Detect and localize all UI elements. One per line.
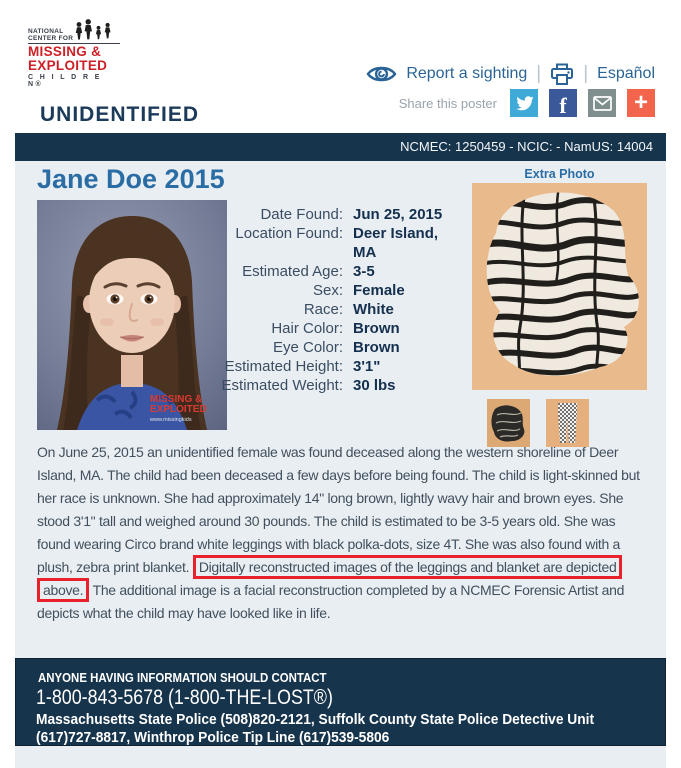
printer-icon <box>550 63 574 86</box>
detail-value: Deer Island, MA <box>353 225 439 261</box>
case-numbers-bar: NCMEC: 1250459 - NCIC: - NamUS: 14004 <box>15 133 666 161</box>
detail-label: Race: <box>303 301 343 318</box>
separator: | <box>536 63 542 84</box>
share-facebook-button[interactable] <box>549 89 577 117</box>
detail-value: 3'1" <box>353 358 381 375</box>
case-name-heading: Jane Doe 2015 <box>37 164 225 194</box>
plus-icon: + <box>633 89 648 116</box>
ncmec-logo-top <box>28 18 120 44</box>
share-more-button[interactable] <box>627 89 655 117</box>
espanol-label: Español <box>597 65 655 82</box>
poster-body <box>15 133 666 768</box>
share-bar <box>399 89 655 117</box>
espanol-link[interactable] <box>597 65 655 83</box>
extra-photo-label: Extra Photo <box>524 167 595 181</box>
share-email-button[interactable] <box>588 89 616 117</box>
twitter-icon <box>515 94 534 113</box>
agency-contacts: Massachusetts State Police (508)820-2121, Suffolk County State Police Detective Unit (617)727-8817, Winthrop Police Tip Line (617)539-5806 <box>36 712 595 746</box>
logo-text-missing: MISSING & <box>28 44 102 59</box>
svg-text:EXPLOITED: EXPLOITED <box>150 404 207 415</box>
hotline-phone: 1-800-843-5678 (1-800-THE-LOST®) <box>36 686 333 709</box>
svg-text:www.missingkids: www.missingkids <box>150 417 192 423</box>
detail-value: White <box>353 301 394 318</box>
share-label: Share this poster <box>398 95 497 111</box>
logo-text-exploited: EXPLOITED <box>28 58 108 73</box>
blanket-thumbnail[interactable] <box>487 399 530 447</box>
leggings-thumbnail[interactable] <box>546 399 589 447</box>
logo-text-centerfor: CENTER FOR <box>28 35 74 42</box>
page-title: UNIDENTIFIED <box>40 103 199 126</box>
detail-label: Date Found: <box>260 206 343 223</box>
detail-label: Estimated Age: <box>242 263 343 280</box>
detail-value: Brown <box>353 320 400 337</box>
detail-label: Hair Color: <box>271 320 343 337</box>
share-twitter-button[interactable] <box>510 89 538 117</box>
detail-value: Female <box>353 282 405 299</box>
ncmec-logo[interactable] <box>28 18 120 88</box>
family-silhouette-icon <box>75 18 117 42</box>
logo-text-national: NATIONAL <box>28 28 64 35</box>
header-action-links <box>365 62 655 86</box>
detail-value: Jun 25, 2015 <box>353 206 443 223</box>
report-sighting-link[interactable] <box>365 62 527 86</box>
email-icon <box>593 96 612 111</box>
detail-label: Eye Color: <box>272 339 343 356</box>
detail-value: 3-5 <box>353 263 375 280</box>
description-text: On June 25, 2015 an unidentified female was found deceased along the western shoreline of Deer Island, MA. The child had been deceased a few days before being found. The child is light-skinned but her race is unknown. She had approximately 14" long brown, lightly wavy hair and brown eyes. She stood 3'1" tall and weighed around 30 pounds. The child is estimated to be 3-5 years old. She was found wearing Circo brand white leggings with black polka-dots, size 4T. She was also found with a plush, zebra print blanket. <box>37 444 640 575</box>
facial-reconstruction-photo <box>37 200 227 430</box>
print-button[interactable] <box>550 63 574 86</box>
case-description <box>37 441 646 625</box>
detail-value: Brown <box>353 339 400 356</box>
description-text: The additional image is a facial reconstruction completed by a NCMEC Forensic Artist and depicts what the child may have looked like in life. <box>37 582 625 621</box>
report-sighting-label: Report a sighting <box>406 65 528 82</box>
svg-text:MISSING &: MISSING & <box>150 394 203 405</box>
facebook-icon: f <box>559 93 567 118</box>
detail-value: 30 lbs <box>353 377 396 394</box>
separator: | <box>583 63 589 84</box>
detail-label: Estimated Height: <box>224 358 343 375</box>
detail-label: Estimated Weight: <box>221 377 343 394</box>
contact-header: ANYONE HAVING INFORMATION SHOULD CONTACT <box>38 670 327 685</box>
detail-label: Location Found: <box>235 225 343 242</box>
annotation-red-box: Digitally reconstructed images of the leggings and blanket are depicted above. <box>37 555 622 602</box>
case-details-table <box>221 205 457 395</box>
detail-label: Sex: <box>312 282 343 299</box>
logo-text-children: C H I L D R E N® <box>28 74 102 88</box>
eye-icon <box>365 62 398 86</box>
contact-footer <box>15 658 666 746</box>
zebra-blanket-photo[interactable] <box>472 183 647 390</box>
